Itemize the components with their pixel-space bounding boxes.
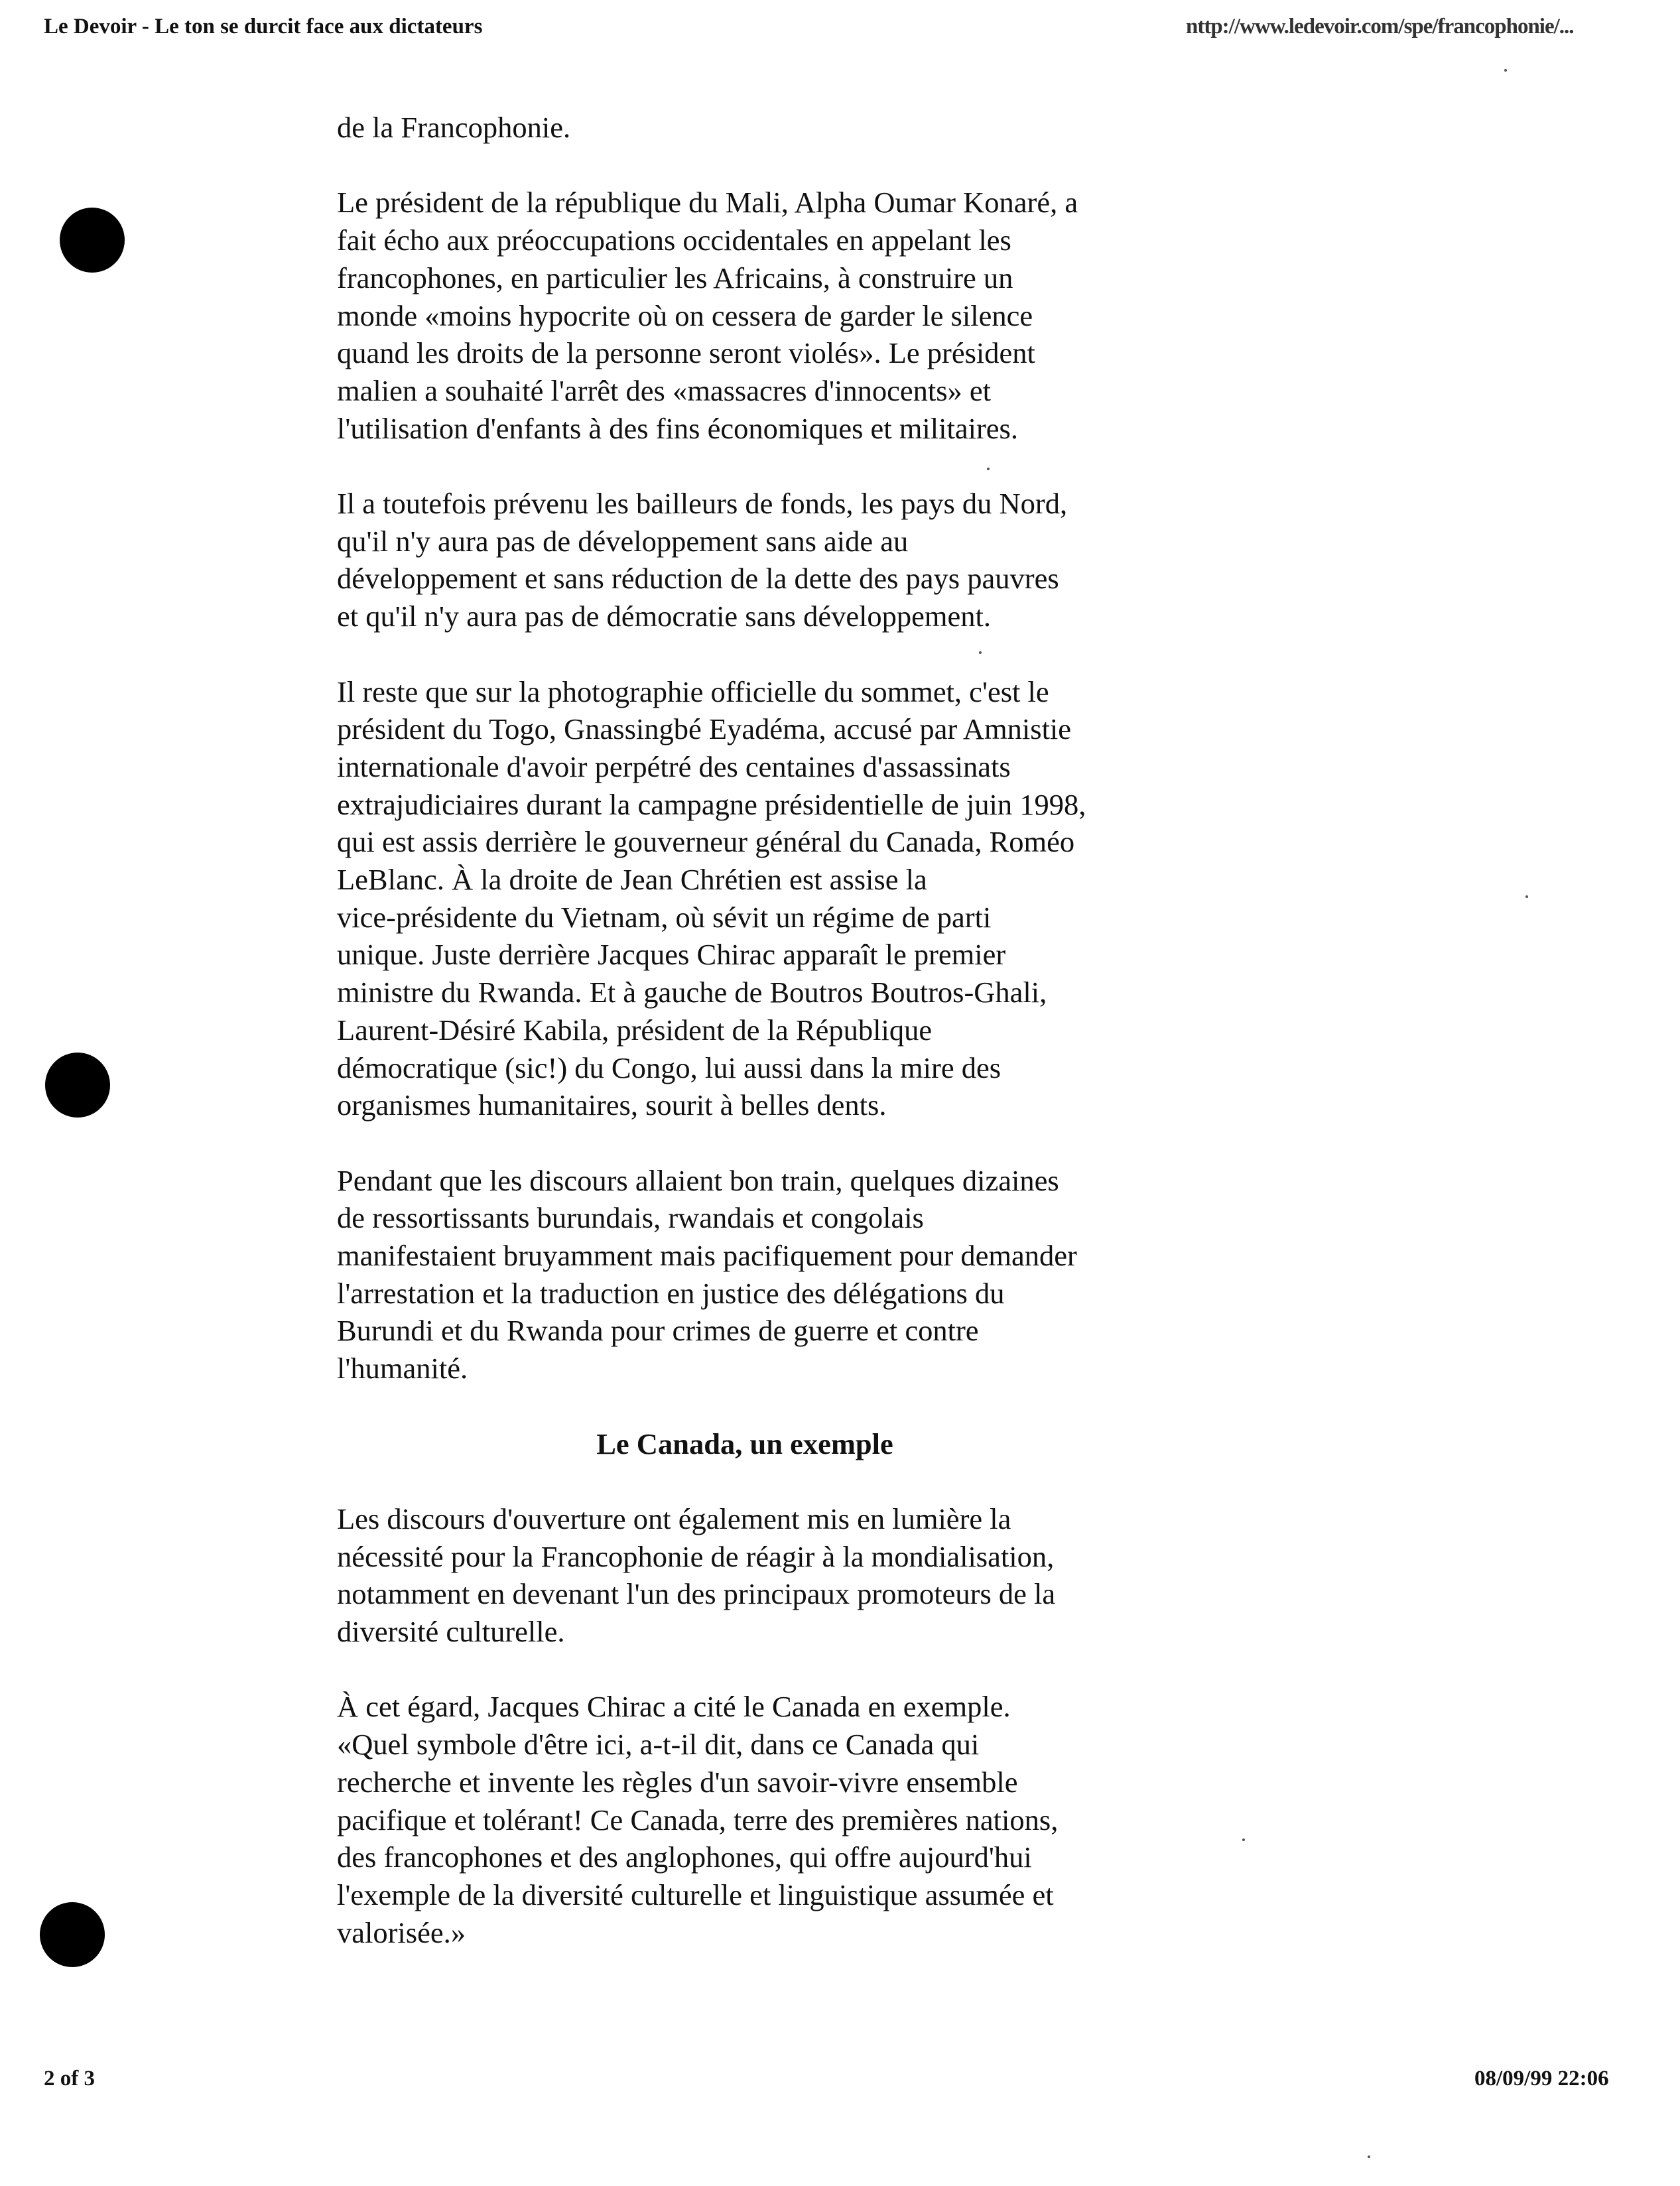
scan-speck (1504, 69, 1507, 72)
page-number: 2 of 3 (44, 2067, 95, 2090)
article-paragraph: À cet égard, Jacques Chirac a cité le Canada en exemple. «Quel symbole d'être ici, a-t-il dit, dans ce Canada qui recherche et invente les règles d'un savoir-vivre ensemble pacifique et tolérant! Ce Canada, terre des premières nations, des francophones et des anglophones, qui offre aujourd'hui l'exemple de la diversité culturelle et linguistique assumée et valorisée.» (337, 1690, 1059, 1949)
article-paragraph: Il a toutefois prévenu les bailleurs de fonds, les pays du Nord, qu'il n'y aura pas de développement sans aide au développement et sans réduction de la dette des pays pauvres et qu'il n'y aura pas de démocratie sans développement. (337, 487, 1068, 633)
article-paragraph: Le président de la république du Mali, Alpha Oumar Konaré, a fait écho aux préoccupations occidentales en appelant les francophones, en particulier les Africains, à construire un monde «moins hypocrite où on cessera de garder le silence quand les droits de la personne seront violés». Le président malien a souhaité l'arrêt des «massacres d'innocents» et l'utilisation d'enfants à des fins économiques et militaires. (337, 186, 1078, 445)
article-paragraph: Les discours d'ouverture ont également mis en lumière la nécessité pour la Francophonie de réagir à la mondialisation, notamment en devenant l'un des principaux promoteurs de la diversité culturelle. (337, 1502, 1056, 1649)
punch-hole-middle (45, 1053, 110, 1118)
scan-speck (1242, 1838, 1245, 1841)
print-datetime: 08/09/99 22:06 (1474, 2067, 1609, 2090)
scan-speck (1368, 2155, 1370, 2158)
article-paragraph: Pendant que les discours allaient bon train, quelques dizaines de ressortissants burundais, rwandais et congolais manifestaient bruyamment mais pacifiquement pour demander l'arrestation et la traduction en justice des délégations du Burundi et du Rwanda pour crimes de guerre et contre l'humanité. (337, 1163, 1077, 1385)
article-paragraph: de la Francophonie. (337, 111, 571, 144)
page-header-url: nttp://www.ledevoir.com/spe/francophonie/... (1186, 15, 1574, 38)
scan-speck (1525, 895, 1528, 898)
punch-hole-top (60, 208, 125, 273)
section-heading: Le Canada, un exemple (596, 1427, 893, 1460)
punch-hole-bottom (40, 1902, 105, 1967)
article-body (337, 109, 1173, 1989)
article-paragraph: Il reste que sur la photographie officielle du sommet, c'est le président du Togo, Gnassingbé Eyadéma, accusé par Amnistie internationale d'avoir perpétré des centaines d'assassinats extrajudiciaires durant la campagne présidentielle de juin 1998, qui est assis derrière le gouverneur général du Canada, Roméo LeBlanc. À la droite de Jean Chrétien est assise la vice-présidente du Vietnam, où sévit un régime de parti unique. Juste derrière Jacques Chirac apparaît le premier ministre du Rwanda. Et à gauche de Boutros Boutros-Ghali, Laurent-Désiré Kabila, président de la République démocratique (sic!) du Congo, lui aussi dans la mire des organismes humanitaires, sourit à belles dents. (337, 675, 1086, 1122)
page-header-title: Le Devoir - Le ton se durcit face aux dictateurs (44, 15, 483, 38)
